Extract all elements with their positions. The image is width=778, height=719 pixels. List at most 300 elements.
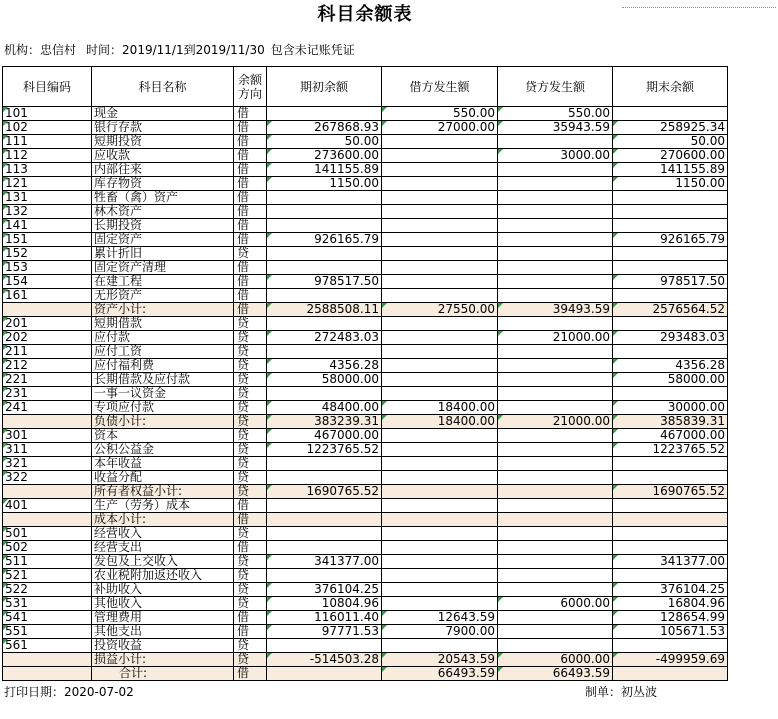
closing-balance-cell: 2576564.52 xyxy=(613,303,728,316)
closing-balance-cell xyxy=(613,317,728,330)
closing-balance-cell: 293483.03 xyxy=(613,331,728,344)
table-row xyxy=(3,331,728,345)
closing-balance-cell xyxy=(613,345,728,358)
header-opening-balance: 期初余额 xyxy=(267,67,382,106)
report-info-line xyxy=(4,43,355,57)
account-name-cell: 林木资产 xyxy=(92,205,234,218)
opening-balance-cell: 58000.00 xyxy=(267,373,382,386)
credit-amount-cell xyxy=(498,317,613,330)
table-row xyxy=(3,443,728,457)
debit-amount-cell xyxy=(382,527,498,540)
closing-balance-cell xyxy=(613,639,728,652)
credit-amount-cell xyxy=(498,163,613,176)
credit-amount-cell xyxy=(498,233,613,246)
preparer-label: 制单： xyxy=(585,685,622,699)
account-name-cell: 应付福利费 xyxy=(92,359,234,372)
credit-amount-cell xyxy=(498,471,613,484)
debit-amount-cell: 7900.00 xyxy=(382,625,498,638)
closing-balance-cell: 4356.28 xyxy=(613,359,728,372)
credit-amount-cell: 6000.00 xyxy=(498,597,613,610)
closing-balance-cell: 341377.00 xyxy=(613,555,728,568)
account-name-cell: 合计: xyxy=(92,667,234,680)
credit-amount-cell xyxy=(498,429,613,442)
debit-amount-cell: 12643.59 xyxy=(382,611,498,624)
account-code-cell: 161 xyxy=(3,289,92,302)
opening-balance-cell xyxy=(267,219,382,232)
balance-direction-cell: 贷 xyxy=(234,653,267,666)
opening-balance-cell: 267868.93 xyxy=(267,121,382,134)
debit-amount-cell xyxy=(382,191,498,204)
credit-amount-cell: 21000.00 xyxy=(498,331,613,344)
account-code-cell: 511 xyxy=(3,555,92,568)
credit-amount-cell xyxy=(498,625,613,638)
closing-balance-cell xyxy=(613,527,728,540)
header-closing-balance: 期末余额 xyxy=(613,67,728,106)
balance-direction-cell: 贷 xyxy=(234,317,267,330)
account-name-cell: 生产（劳务）成本 xyxy=(92,499,234,512)
credit-amount-cell xyxy=(498,583,613,596)
credit-amount-cell xyxy=(498,191,613,204)
opening-balance-cell: 467000.00 xyxy=(267,429,382,442)
header-balance-direction xyxy=(234,67,267,106)
account-code-cell: 202 xyxy=(3,331,92,344)
debit-amount-cell xyxy=(382,233,498,246)
account-code-cell: 521 xyxy=(3,569,92,582)
opening-balance-cell xyxy=(267,345,382,358)
debit-amount-cell xyxy=(382,275,498,288)
debit-amount-cell xyxy=(382,373,498,386)
table-row xyxy=(3,233,728,247)
debit-amount-cell xyxy=(382,597,498,610)
table-row xyxy=(3,219,728,233)
credit-amount-cell: 39493.59 xyxy=(498,303,613,316)
balance-direction-cell: 贷 xyxy=(234,359,267,372)
opening-balance-cell xyxy=(267,191,382,204)
balance-direction-cell: 借 xyxy=(234,233,267,246)
table-row xyxy=(3,541,728,555)
debit-amount-cell xyxy=(382,135,498,148)
header-account-name: 科目名称 xyxy=(92,67,234,106)
credit-amount-cell: 6000.00 xyxy=(498,653,613,666)
credit-amount-cell xyxy=(498,485,613,498)
account-name-cell: 成本小计: xyxy=(92,513,234,526)
balance-direction-cell: 借 xyxy=(234,191,267,204)
opening-balance-cell: 272483.03 xyxy=(267,331,382,344)
opening-balance-cell: 383239.31 xyxy=(267,415,382,428)
credit-amount-cell xyxy=(498,541,613,554)
balance-direction-cell: 贷 xyxy=(234,345,267,358)
closing-balance-cell: 978517.50 xyxy=(613,275,728,288)
account-code-cell: 551 xyxy=(3,625,92,638)
table-row xyxy=(3,177,728,191)
header-debit-amount: 借方发生额 xyxy=(382,67,498,106)
account-code-cell: 221 xyxy=(3,373,92,386)
debit-amount-cell xyxy=(382,205,498,218)
account-name-cell: 应付工资 xyxy=(92,345,234,358)
table-row xyxy=(3,429,728,443)
account-code-cell xyxy=(3,485,92,498)
table-row xyxy=(3,611,728,625)
opening-balance-cell: 341377.00 xyxy=(267,555,382,568)
account-code-cell: 111 xyxy=(3,135,92,148)
account-name-cell: 在建工程 xyxy=(92,275,234,288)
table-row xyxy=(3,261,728,275)
closing-balance-cell: 270600.00 xyxy=(613,149,728,162)
credit-amount-cell xyxy=(498,261,613,274)
balance-direction-cell: 贷 xyxy=(234,527,267,540)
opening-balance-cell xyxy=(267,107,382,120)
account-code-cell: 152 xyxy=(3,247,92,260)
account-name-cell: 一事一议资金 xyxy=(92,387,234,400)
debit-amount-cell xyxy=(382,485,498,498)
account-code-cell: 141 xyxy=(3,219,92,232)
balance-direction-cell: 借 xyxy=(234,205,267,218)
opening-balance-cell: 97771.53 xyxy=(267,625,382,638)
balance-direction-cell: 贷 xyxy=(234,373,267,386)
table-row xyxy=(3,457,728,471)
balance-direction-cell: 贷 xyxy=(234,429,267,442)
account-name-cell: 长期投资 xyxy=(92,219,234,232)
account-code-cell: 301 xyxy=(3,429,92,442)
debit-amount-cell xyxy=(382,331,498,344)
account-name-cell: 公积公益金 xyxy=(92,443,234,456)
account-name-cell: 内部往来 xyxy=(92,163,234,176)
account-code-cell: 541 xyxy=(3,611,92,624)
credit-amount-cell xyxy=(498,569,613,582)
table-row xyxy=(3,121,728,135)
balance-direction-cell: 贷 xyxy=(234,331,267,344)
table-row xyxy=(3,289,728,303)
account-code-cell: 151 xyxy=(3,233,92,246)
account-code-cell: 322 xyxy=(3,471,92,484)
debit-amount-cell xyxy=(382,289,498,302)
credit-amount-cell xyxy=(498,373,613,386)
account-name-cell: 损益小计: xyxy=(92,653,234,666)
debit-amount-cell xyxy=(382,317,498,330)
account-code-cell: 231 xyxy=(3,387,92,400)
account-code-cell xyxy=(3,653,92,666)
opening-balance-cell: 1150.00 xyxy=(267,177,382,190)
account-name-cell: 应付款 xyxy=(92,331,234,344)
account-code-cell: 211 xyxy=(3,345,92,358)
balance-direction-cell: 贷 xyxy=(234,569,267,582)
debit-amount-cell xyxy=(382,499,498,512)
subtotal-row xyxy=(3,415,728,429)
opening-balance-cell: 141155.89 xyxy=(267,163,382,176)
account-code-cell xyxy=(3,667,92,680)
closing-balance-cell xyxy=(613,387,728,400)
closing-balance-cell xyxy=(613,457,728,470)
table-row xyxy=(3,135,728,149)
preparer-name: 初丛波 xyxy=(621,685,658,699)
closing-balance-cell xyxy=(613,471,728,484)
debit-amount-cell xyxy=(382,583,498,596)
table-row xyxy=(3,555,728,569)
account-code-cell: 112 xyxy=(3,149,92,162)
account-code-cell: 561 xyxy=(3,639,92,652)
opening-balance-cell: 273600.00 xyxy=(267,149,382,162)
balance-direction-cell: 贷 xyxy=(234,597,267,610)
balance-direction-cell: 贷 xyxy=(234,443,267,456)
table-row xyxy=(3,583,728,597)
table-body xyxy=(3,107,728,681)
subtotal-row xyxy=(3,667,728,681)
org-name: 忠信村 xyxy=(40,43,77,57)
account-name-cell: 银行存款 xyxy=(92,121,234,134)
account-code-cell: 501 xyxy=(3,527,92,540)
account-name-cell: 累计折旧 xyxy=(92,247,234,260)
closing-balance-cell: 258925.34 xyxy=(613,121,728,134)
table-row xyxy=(3,639,728,653)
credit-amount-cell xyxy=(498,639,613,652)
balance-direction-cell: 借 xyxy=(234,513,267,526)
table-row xyxy=(3,163,728,177)
debit-amount-cell xyxy=(382,261,498,274)
opening-balance-cell xyxy=(267,499,382,512)
account-name-cell: 经营收入 xyxy=(92,527,234,540)
account-name-cell: 发包及上交收入 xyxy=(92,555,234,568)
account-code-cell: 212 xyxy=(3,359,92,372)
account-code-cell: 502 xyxy=(3,541,92,554)
balance-direction-cell: 借 xyxy=(234,261,267,274)
period-value: 2019/11/1到2019/11/30 xyxy=(122,43,265,57)
debit-amount-cell xyxy=(382,219,498,232)
page-break-line xyxy=(622,7,776,8)
debit-amount-cell xyxy=(382,359,498,372)
debit-amount-cell xyxy=(382,569,498,582)
account-name-cell: 短期投资 xyxy=(92,135,234,148)
table-row xyxy=(3,191,728,205)
account-code-cell: 121 xyxy=(3,177,92,190)
debit-amount-cell xyxy=(382,457,498,470)
balance-direction-cell: 借 xyxy=(234,541,267,554)
credit-amount-cell: 21000.00 xyxy=(498,415,613,428)
credit-amount-cell: 66493.59 xyxy=(498,667,613,680)
opening-balance-cell xyxy=(267,247,382,260)
preparer xyxy=(585,685,657,699)
account-name-cell: 牲畜（禽）资产 xyxy=(92,191,234,204)
table-header-row xyxy=(3,67,728,107)
debit-amount-cell: 20543.59 xyxy=(382,653,498,666)
balance-direction-cell: 借 xyxy=(234,107,267,120)
opening-balance-cell: 1690765.52 xyxy=(267,485,382,498)
balance-direction-cell: 贷 xyxy=(234,583,267,596)
opening-balance-cell: 116011.40 xyxy=(267,611,382,624)
closing-balance-cell: 16804.96 xyxy=(613,597,728,610)
account-name-cell: 经营支出 xyxy=(92,541,234,554)
account-name-cell: 负债小计: xyxy=(92,415,234,428)
balance-direction-cell: 借 xyxy=(234,177,267,190)
balance-direction-cell: 借 xyxy=(234,499,267,512)
account-name-cell: 补助收入 xyxy=(92,583,234,596)
balance-direction-cell: 借 xyxy=(234,667,267,680)
closing-balance-cell: 1150.00 xyxy=(613,177,728,190)
org-label: 机构： xyxy=(4,43,41,57)
account-name-cell: 本年收益 xyxy=(92,457,234,470)
closing-balance-cell: 128654.99 xyxy=(613,611,728,624)
debit-amount-cell xyxy=(382,177,498,190)
account-code-cell: 132 xyxy=(3,205,92,218)
account-name-cell: 管理费用 xyxy=(92,611,234,624)
debit-amount-cell xyxy=(382,429,498,442)
table-row xyxy=(3,247,728,261)
opening-balance-cell: 978517.50 xyxy=(267,275,382,288)
opening-balance-cell: -514503.28 xyxy=(267,653,382,666)
account-code-cell: 201 xyxy=(3,317,92,330)
balance-direction-cell: 贷 xyxy=(234,247,267,260)
account-name-cell: 资产小计: xyxy=(92,303,234,316)
account-name-cell: 固定资产 xyxy=(92,233,234,246)
opening-balance-cell xyxy=(267,667,382,680)
account-name-cell: 固定资产清理 xyxy=(92,261,234,274)
opening-balance-cell xyxy=(267,471,382,484)
opening-balance-cell xyxy=(267,639,382,652)
balance-direction-cell: 借 xyxy=(234,219,267,232)
closing-balance-cell: 467000.00 xyxy=(613,429,728,442)
debit-amount-cell xyxy=(382,387,498,400)
credit-amount-cell xyxy=(498,555,613,568)
debit-amount-cell: 550.00 xyxy=(382,107,498,120)
closing-balance-cell: 50.00 xyxy=(613,135,728,148)
table-row xyxy=(3,317,728,331)
closing-balance-cell xyxy=(613,107,728,120)
account-code-cell: 531 xyxy=(3,597,92,610)
debit-amount-cell xyxy=(382,471,498,484)
opening-balance-cell xyxy=(267,527,382,540)
credit-amount-cell xyxy=(498,177,613,190)
account-code-cell: 401 xyxy=(3,499,92,512)
balance-direction-cell: 贷 xyxy=(234,387,267,400)
opening-balance-cell xyxy=(267,289,382,302)
account-name-cell: 其他收入 xyxy=(92,597,234,610)
opening-balance-cell: 50.00 xyxy=(267,135,382,148)
account-code-cell: 522 xyxy=(3,583,92,596)
balance-direction-cell: 借 xyxy=(234,275,267,288)
print-date xyxy=(4,685,134,699)
closing-balance-cell: 30000.00 xyxy=(613,401,728,414)
credit-amount-cell: 3000.00 xyxy=(498,149,613,162)
debit-amount-cell xyxy=(382,345,498,358)
debit-amount-cell xyxy=(382,555,498,568)
subtotal-row xyxy=(3,513,728,527)
closing-balance-cell: 1223765.52 xyxy=(613,443,728,456)
account-name-cell: 专项应付款 xyxy=(92,401,234,414)
balance-direction-cell: 借 xyxy=(234,163,267,176)
balance-direction-cell: 借 xyxy=(234,149,267,162)
account-name-cell: 所有者权益小计: xyxy=(92,485,234,498)
print-date-label: 打印日期： xyxy=(4,685,65,699)
debit-amount-cell xyxy=(382,247,498,260)
credit-amount-cell xyxy=(498,387,613,400)
opening-balance-cell: 376104.25 xyxy=(267,583,382,596)
header-credit-amount: 贷方发生额 xyxy=(498,67,613,106)
opening-balance-cell: 1223765.52 xyxy=(267,443,382,456)
header-direction-line2: 方向 xyxy=(237,86,262,101)
balance-direction-cell: 借 xyxy=(234,135,267,148)
account-name-cell: 资本 xyxy=(92,429,234,442)
balance-direction-cell: 借 xyxy=(234,625,267,638)
balance-direction-cell: 贷 xyxy=(234,457,267,470)
credit-amount-cell xyxy=(498,359,613,372)
closing-balance-cell: 926165.79 xyxy=(613,233,728,246)
closing-balance-cell: 105671.53 xyxy=(613,625,728,638)
credit-amount-cell xyxy=(498,443,613,456)
account-name-cell: 无形资产 xyxy=(92,289,234,302)
table-row xyxy=(3,499,728,513)
table-row xyxy=(3,359,728,373)
balance-direction-cell: 借 xyxy=(234,611,267,624)
table-row xyxy=(3,387,728,401)
debit-amount-cell xyxy=(382,639,498,652)
balance-direction-cell: 借 xyxy=(234,289,267,302)
table-row xyxy=(3,569,728,583)
account-code-cell: 102 xyxy=(3,121,92,134)
balance-direction-cell: 贷 xyxy=(234,415,267,428)
debit-amount-cell xyxy=(382,541,498,554)
debit-amount-cell xyxy=(382,443,498,456)
report-title: 科目余额表 xyxy=(317,4,413,25)
balance-direction-cell: 贷 xyxy=(234,401,267,414)
credit-amount-cell xyxy=(498,135,613,148)
period-label: 时间： xyxy=(86,43,123,57)
closing-balance-cell xyxy=(613,569,728,582)
credit-amount-cell xyxy=(498,219,613,232)
credit-amount-cell xyxy=(498,205,613,218)
account-code-cell: 241 xyxy=(3,401,92,414)
balance-direction-cell: 贷 xyxy=(234,639,267,652)
closing-balance-cell: -499959.69 xyxy=(613,653,728,666)
closing-balance-cell xyxy=(613,191,728,204)
table-row xyxy=(3,107,728,121)
header-direction-line1: 余额 xyxy=(237,72,262,87)
account-code-cell xyxy=(3,513,92,526)
credit-amount-cell xyxy=(498,457,613,470)
account-name-cell: 投资收益 xyxy=(92,639,234,652)
debit-amount-cell xyxy=(382,149,498,162)
account-name-cell: 应收款 xyxy=(92,149,234,162)
account-code-cell: 154 xyxy=(3,275,92,288)
balance-direction-cell: 借 xyxy=(234,121,267,134)
debit-amount-cell xyxy=(382,163,498,176)
subtotal-row xyxy=(3,303,728,317)
closing-balance-cell xyxy=(613,219,728,232)
credit-amount-cell xyxy=(498,289,613,302)
closing-balance-cell xyxy=(613,499,728,512)
closing-balance-cell: 385839.31 xyxy=(613,415,728,428)
account-code-cell: 113 xyxy=(3,163,92,176)
closing-balance-cell xyxy=(613,205,728,218)
table-row xyxy=(3,625,728,639)
closing-balance-cell xyxy=(613,289,728,302)
opening-balance-cell xyxy=(267,569,382,582)
opening-balance-cell xyxy=(267,387,382,400)
credit-amount-cell: 550.00 xyxy=(498,107,613,120)
table-row xyxy=(3,471,728,485)
account-name-cell: 现金 xyxy=(92,107,234,120)
opening-balance-cell xyxy=(267,205,382,218)
balance-direction-cell: 借 xyxy=(234,303,267,316)
opening-balance-cell: 4356.28 xyxy=(267,359,382,372)
account-code-cell: 321 xyxy=(3,457,92,470)
table-row xyxy=(3,527,728,541)
table-row xyxy=(3,345,728,359)
opening-balance-cell xyxy=(267,317,382,330)
opening-balance-cell xyxy=(267,261,382,274)
credit-amount-cell xyxy=(498,275,613,288)
debit-amount-cell xyxy=(382,513,498,526)
closing-balance-cell xyxy=(613,667,728,680)
account-name-cell: 长期借款及应付款 xyxy=(92,373,234,386)
